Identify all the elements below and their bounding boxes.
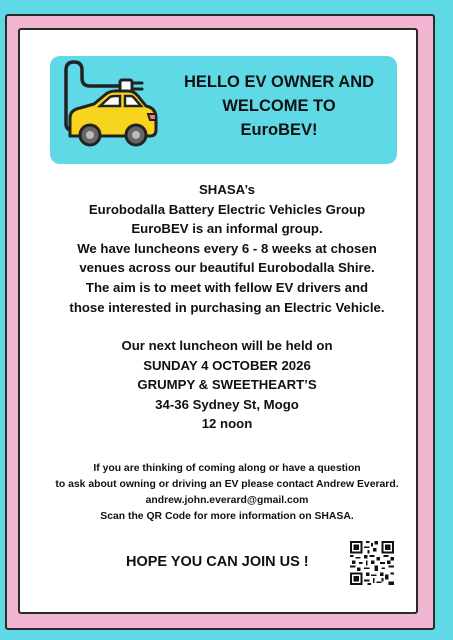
luncheon-time: 12 noon [201,416,253,432]
heading-line: WELCOME TO [222,97,336,115]
luncheon-venue: GRUMPY & SWEETHEART’S [137,377,317,393]
luncheon-details [22,336,432,434]
luncheon-address: 34-36 Sydney St, Mogo [155,396,299,412]
contact-line: If you are thinking of coming along or have a question [93,463,361,474]
luncheon-line: Our next luncheon will be held on [121,338,333,353]
intro-line: EuroBEV is an informal group. [131,221,323,237]
ev-car-charging-icon [58,58,160,148]
intro-line: Eurobodalla Battery Electric Vehicles Group [88,201,366,217]
welcome-heading [168,70,390,142]
qr-code-icon[interactable] [350,541,394,585]
heading-line: HELLO EV OWNER AND [183,73,375,91]
contact-email: andrew.john.everard@gmail.com [145,495,309,506]
contact-line: Scan the QR Code for more information on SHASA. [100,511,354,522]
contact-info [22,461,432,525]
contact-line: to ask about owning or driving an EV please contact Andrew Everard. [55,479,399,490]
intro-line: venues across our beautiful Eurobodalla Shire. [79,260,375,276]
intro-text [22,180,432,317]
intro-line: The aim is to meet with fellow EV drivers and [85,279,369,295]
closing-message: HOPE YOU CAN JOIN US ! [126,554,309,570]
intro-line: SHASA’s [199,182,255,197]
intro-line: We have luncheons every 6 - 8 weeks at chosen [77,240,377,256]
luncheon-date: SUNDAY 4 OCTOBER 2026 [143,357,311,373]
heading-line: EuroBEV! [240,121,318,139]
intro-line: those interested in purchasing an Electric Vehicle. [69,299,385,315]
